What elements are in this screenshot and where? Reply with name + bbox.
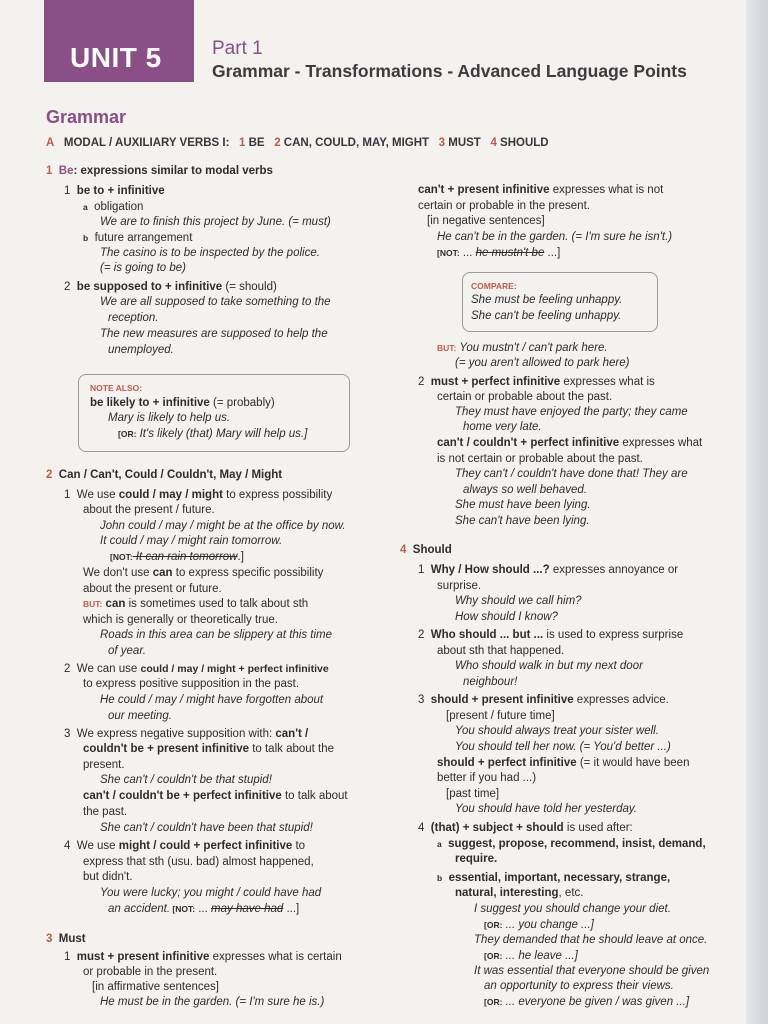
rule-4-3: 3 should + present infinitive expresses advice. xyxy=(418,694,669,706)
rule-text: [present / future time] xyxy=(446,710,555,722)
section-2-heading: 2 Can / Can't, Could / Couldn't, May / Might xyxy=(46,469,283,481)
part-label: Part 1 xyxy=(212,38,263,59)
example: [OR: ... you change ...] xyxy=(484,919,594,931)
rule-text: [past time] xyxy=(446,788,500,800)
rule-2-1: 1 We use could / may / might to express possibility xyxy=(64,489,333,501)
rule-1-1: 1 be to + infinitive xyxy=(64,185,165,197)
example: of year. xyxy=(108,645,146,657)
topic-num: 4 xyxy=(490,137,497,149)
rule-text: couldn't be + present infinitive to talk about the xyxy=(83,743,335,755)
rule-text: to express positive supposition in the past. xyxy=(83,678,300,690)
rule-text: [in negative sentences] xyxy=(427,215,545,227)
example: We are all supposed to take something to the xyxy=(100,296,331,308)
example: She can't / couldn't have been that stupid! xyxy=(100,822,313,834)
example: How should I know? xyxy=(455,611,558,623)
rule-text: which is generally or theoretically true. xyxy=(83,614,278,626)
rule-text: surprise. xyxy=(437,580,482,592)
example: The new measures are supposed to help the xyxy=(100,328,328,340)
topic-item: MUST xyxy=(448,137,481,149)
rule-1-1-b: b future arrangement xyxy=(83,232,193,244)
example: He must be in the garden. (= I'm sure he is.) xyxy=(100,996,325,1008)
example: The casino is to be inspected by the police. xyxy=(100,247,320,259)
not-example: [NOT: It can rain tomorrow.] xyxy=(110,551,244,563)
section-4-heading: 4 Should xyxy=(400,544,452,556)
rule-text: but didn't. xyxy=(83,871,133,883)
topic-item: BE xyxy=(248,137,265,149)
topic-line xyxy=(46,137,549,149)
page-edge xyxy=(746,0,768,1024)
rule-2-4: 4 We use might / could + perfect infinitive to xyxy=(64,840,306,852)
example: She must have been lying. xyxy=(455,499,591,511)
example: You should always treat your sister well. xyxy=(455,725,659,737)
example: our meeting. xyxy=(108,710,172,722)
example: [OR: It's likely (that) Mary will help us.] xyxy=(118,428,308,440)
topic-num: 3 xyxy=(438,137,446,149)
example: Roads in this area can be slippery at this time xyxy=(100,629,333,641)
rule-text: about the present or future. xyxy=(83,583,222,595)
rule-4-1: 1 Why / How should ...? expresses annoyance or xyxy=(418,564,679,576)
rule-4-4: 4 (that) + subject + should is used after: xyxy=(418,822,633,834)
example: (= you aren't allowed to park here) xyxy=(455,357,630,369)
example: [OR: ... he leave ...] xyxy=(484,950,578,962)
example: They can't / couldn't have done that! They are xyxy=(455,468,688,480)
rule-2-3: 3 We express negative supposition with: can't / xyxy=(64,728,309,740)
example: They must have enjoyed the party; they came xyxy=(455,406,688,418)
example: They demanded that he should leave at once. xyxy=(474,934,708,946)
unit-label: UNIT 5 xyxy=(70,42,162,73)
rule-text: or probable in the present. xyxy=(83,966,218,978)
note-label: NOTE ALSO: xyxy=(90,383,143,393)
rule-4-4-b: b essential, important, necessary, strange, xyxy=(437,872,671,884)
example: I suggest you should change your diet. xyxy=(474,903,671,915)
rule-text: BUT: can is sometimes used to talk about sth xyxy=(83,598,309,610)
topic-item: CAN, COULD, MAY, MIGHT xyxy=(283,137,430,149)
rule-text: certain or probable in the present. xyxy=(418,200,590,212)
example: unemployed. xyxy=(108,344,174,356)
example: Why should we call him? xyxy=(455,595,582,607)
example: She can't have been lying. xyxy=(455,515,590,527)
rule-text: better if you had ...) xyxy=(437,772,537,784)
rule-4-4-a: a suggest, propose, recommend, insist, demand, xyxy=(437,838,706,850)
unit-banner xyxy=(44,0,194,82)
rule-3-1: 1 must + present infinitive expresses what is certain xyxy=(64,951,342,963)
example: always so well behaved. xyxy=(463,484,588,496)
example: [OR: ... everyone be given / was given ...] xyxy=(484,996,690,1008)
example: (= is going to be) xyxy=(100,262,186,274)
rule-text: natural, interesting, etc. xyxy=(455,887,584,899)
topic-num: 1 xyxy=(239,137,246,149)
rule-text: present. xyxy=(83,759,125,771)
example: John could / may / might be at the office by now. xyxy=(100,520,346,532)
example: Mary is likely to help us. xyxy=(108,412,231,424)
rule-text: certain or probable about the past. xyxy=(437,391,613,403)
example: It was essential that everyone should be given xyxy=(474,965,710,977)
example: an accident. [NOT: ... may have had ...] xyxy=(108,903,300,915)
example: She can't / couldn't be that stupid! xyxy=(100,774,272,786)
rule-2-2: 2 We can use could / may / might + perfect infinitive xyxy=(64,663,329,675)
example: We are to finish this project by June. (= must) xyxy=(100,216,331,228)
section-3-heading: 3 Must xyxy=(46,933,86,945)
rule-text: should + perfect infinitive (= it would have been xyxy=(437,757,690,769)
example: home very late. xyxy=(463,421,542,433)
example: Who should walk in but my next door xyxy=(455,660,643,672)
rule-text: express that sth (usu. bad) almost happened, xyxy=(83,856,314,868)
topic-letter: A xyxy=(46,137,55,149)
rule-4-2: 2 Who should ... but ... is used to express surprise xyxy=(418,629,684,641)
section-1-heading: 1 Be: expressions similar to modal verbs xyxy=(46,165,273,177)
example: She can't be feeling unhappy. xyxy=(471,310,622,322)
rule-text: about sth that happened. xyxy=(437,645,565,657)
topic-num: 2 xyxy=(274,137,281,149)
rule-3-2: 2 must + perfect infinitive expresses what is xyxy=(418,376,655,388)
example: He could / may / might have forgotten about xyxy=(100,694,324,706)
example: an opportunity to express their views. xyxy=(484,980,674,992)
rule-text: can't + present infinitive expresses what is not xyxy=(418,184,664,196)
rule-text: can't / couldn't be + perfect infinitive to talk about xyxy=(83,790,348,802)
example: You should have told her yesterday. xyxy=(455,803,637,815)
example: neighbour! xyxy=(463,676,518,688)
rule-text: We don't use can to express specific possibility xyxy=(83,567,324,579)
but-note: BUT: You mustn't / can't park here. xyxy=(437,342,608,354)
rule-1-2: 2 be supposed to + infinitive (= should) xyxy=(64,281,277,293)
page-title: Grammar - Transformations - Advanced Language Points xyxy=(212,61,687,81)
not-example: [NOT: ... he mustn't be ...] xyxy=(437,247,561,259)
example: You were lucky; you might / could have had xyxy=(100,887,322,899)
rule-text: is not certain or probable about the past. xyxy=(437,453,643,465)
example: He can't be in the garden. (= I'm sure he isn't.) xyxy=(437,231,673,243)
example: She must be feeling unhappy. xyxy=(471,294,623,306)
example: It could / may / might rain tomorrow. xyxy=(100,535,283,547)
rule-text: can't / couldn't + perfect infinitive expresses what xyxy=(437,437,703,449)
example: reception. xyxy=(108,312,159,324)
note-rule: be likely to + infinitive (= probably) xyxy=(90,397,275,409)
section-title: Grammar xyxy=(46,107,127,127)
topic-text: MODAL / AUXILIARY VERBS I: xyxy=(63,137,230,149)
compare-label: COMPARE: xyxy=(471,281,517,291)
rule-text: about the present / future. xyxy=(83,504,215,516)
topic-item: SHOULD xyxy=(500,137,549,149)
example: You should tell her now. (= You'd better ...) xyxy=(455,741,671,753)
rule-1-1-a: a obligation xyxy=(83,201,144,213)
rule-text: [in affirmative sentences] xyxy=(92,981,219,993)
rule-text: the past. xyxy=(83,806,128,818)
rule-text: require. xyxy=(455,853,498,865)
